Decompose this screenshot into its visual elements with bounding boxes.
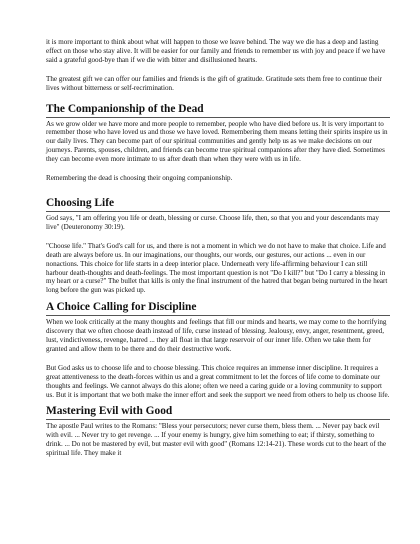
- paragraph: God says, "I am offering you life or death, blessing or curse. Choose life, then, so that you and your descendants may live" (Deuteronomy 30:19).: [46, 213, 379, 231]
- paragraph: But God asks us to choose life and to choose blessing. This choice requires an immense inner discipline. It requires a great attentiveness to the death-forces within us and a great commitment to let the forces of life come to dominate our thoughts and feelings. We cannot always do this alone; often we need a caring guide or a loving community to support us. But it is important that we both make the inner effort and seek the support we need from others to help us choose life.: [46, 363, 390, 399]
- section-heading: A Choice Calling for Discipline: [46, 301, 390, 316]
- paragraph: it is more important to think about what will happen to those we leave behind. The way we die has a deep and lasting effect on those who stay alive. It will be easier for our family and friends to remember us with joy and peace if we have said a grateful good-bye than if we die with bitter and disillusioned hearts.: [46, 38, 386, 64]
- paragraph: The apostle Paul writes to the Romans: "Bless your persecutors; never curse them, bless them. ... Never pay back evil with evil. ... Never try to get revenge. ... If your enemy is hungry, give him something to eat; if thirsty, something to drink. ... Do not be mastered by evil, but master evil with good" (Romans 12:14-21). These words cut to the heart of the spiritual life. They make it: [46, 422, 387, 458]
- section-heading: The Companionship of the Dead: [46, 103, 390, 118]
- paragraph: When we look critically at the many thoughts and feelings that fill our minds and hearts, we may come to the horrifying discovery that we often choose death instead of life, curse instead of blessing. Jealousy, envy, anger, resentment, greed, lust, vindictiveness, revenge, hatred ... they all float in that large reservoir of our inner life. Often we take them for granted and allow them to be there and do their destructive work.: [46, 318, 387, 353]
- section-heading: Mastering Evil with Good: [46, 405, 390, 420]
- paragraph: "Choose life." That's God's call for us, and there is not a moment in which we do not have to make that choice. Life and death are always before us. In our imaginations, our thoughts, our words, our gestures, our actions ... even in our nonactions. This choice for life starts in a deep interior place. Underneath very life-affirming behaviour I can still harbour death-thoughts and death-feelings. The most important question is not "Do I kill?" but "Do I carry a blessing in my heart or a curse?" The bullet that kills is only the final instrument of the hatred that began being nurtured in the heart long before the gun was picked up.: [46, 241, 388, 295]
- paragraph: Remembering the dead is choosing their ongoing companionship.: [46, 174, 233, 183]
- paragraph: The greatest gift we can offer our families and friends is the gift of gratitude. Gratitude sets them free to continue their lives without bitterness or self-recrimination.: [46, 74, 382, 92]
- paragraph: As we grow older we have more and more people to remember, people who have died before us. It is very important to remember those who have loved us and those we have loved. Remembering them means letting their spirits inspire us in our daily lives. They can become part of our spiritual communities and gently help us as we make decisions on our journeys. Parents, spouses, children, and friends can become true spiritual companions after they have died. Sometimes they can become even more intimate to us after death than when they were with us in life.: [46, 119, 388, 164]
- section-heading: Choosing Life: [46, 197, 390, 212]
